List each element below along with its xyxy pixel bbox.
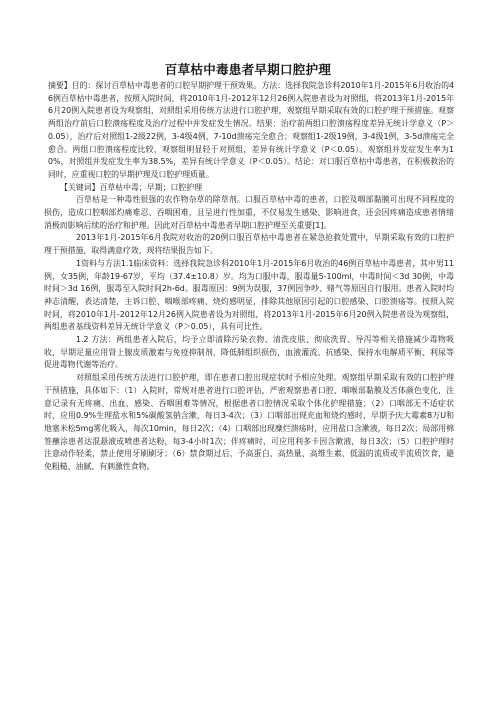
methods-paragraph: 1.2 方法：两组患者入院后，均予立即清除污染衣物、清洗皮肤、彻底洗胃、导泻等相关措施减少毒物吸收，早期足量应用肾上腺皮质激素与免疫抑制剂，降低肺组织损伤，血液灌流、抗感染、保持水电解质平衡、利尿等促进毒物代谢等治疗。	[44, 335, 454, 370]
abstract-paragraph: 摘要】目的：探讨百草枯中毒患者的口腔早期护理干预效果。方法：选择我院急诊科2010年1月-2015年6月收治的46例百草枯中毒患者，按照入院时间，将2010年1月-2012年12月26例入院患者设为对照组，将2013年1月-2015年6月20例入院患者设为观察组，对照组采用传统方法进行口腔护理，观察组早期采取有效的口腔护理干预措施。观察两组治疗前后口腔溃疡程度及治疗过程中并发症发生情况。结果：治疗前两组口腔溃疡程度差异无统计学意义（P＞0.05），治疗后对照组1-2级22例，3-4级4例，7-10d溃疡完全愈合；观察组1-2级19例，3-4级1例，3-5d溃疡完全愈合。两组口腔溃疡程度比较，观察组明显轻于对照组，差异有统计学意义（P＜0.05）。观察组并发症发生率为10%，对照组并发症发生率为38.5%，差异有统计学意义（P＜0.05）。结论：对口服百草枯中毒患者，在积极救治的同时，应重视口腔的早期护理及口腔护理质量。	[48, 81, 454, 179]
summary-paragraph: 2013年1月-2015年6月我院对收治的20例口服百草枯中毒患者在紧急抢救处置中，早期采取有效的口腔护理干预措施，取得满意疗效，现将结果报告如下。	[44, 233, 454, 256]
materials-paragraph: 1资料与方法1.1临床资料：选择我院急诊科2010年1月-2015年6月收治的46例百草枯中毒患者，其中男11例，女35例，年龄19-67岁，平均（37.4±10.8）岁。均为口服中毒，服毒量5-100ml，中毒时间＜3d 30例，中毒时间＞3d 16例，服毒至入院时间2h-6d。服毒原因：9例为误服，37例因争吵、赌气等原因自行服用。患者入院时均神志清醒，表达清楚，主诉口腔、咽喉部疼痛、烧灼感明显，排除其他原因引起的口腔感染、口腔溃疡等。按照入院时间，将2010年1月-2012年12月26例入院患者设为对照组，将2013年1月-2015年6月20例入院患者设为观察组，两组患者基线资料差异无统计学意义（P＞0.05），具有可比性。	[44, 258, 454, 332]
nursing-paragraph: 对照组采用传统方法进行口腔护理，即在患者口腔出现症状时予相应处理。观察组早期采取有效的口腔护理干预措施，具体如下：（1）入院时，常规对患者进行口腔评估，严密观察患者口腔、咽喉部黏膜及舌体颜色变化，注意记录有无疼痛、出血、感染、吞咽困难等情况，根据患者口腔情况采取个体化护理措施；（2）口咽部无不适症状时，应用0.9%生理盐水和5%碳酸氢钠含漱，每日3-4次；（3）口咽部出现充血和烧灼感时，早期予庆大霉素8万U和地塞米松5mg雾化吸入，每次10min，每日2次；（4）口咽部出现糜烂溃疡时，应用盐口含漱液，每日2次；局部用棉签蘸涂患者达混悬液或喷患者达粉，每3-4小时1次；伴疼痛时，可应用利多卡因含漱液，每日3次；（5）口腔护理时注意动作轻柔，禁止使用牙刷刷牙；（6）禁食期过后，予高蛋白、高热量、高维生素、低温的流质或半流质饮食，避免粗糙、油腻、有刺激性食物。	[44, 373, 454, 472]
intro-paragraph: 百草枯是一种毒性很强的农作物杂草的除草剂。口服百草枯中毒的患者，口腔及咽部黏膜可出现不同程度的损伤，造成口腔咽部灼痛难忍、吞咽困难，且呈进行性加重，不仅易发生感染、影响进食，还会因疼痛造成患者情绪消极而影响后续的治疗和护理。因此对百草枯中毒患者早期口腔护理至关重要[1]。	[44, 195, 454, 230]
keywords-line: 【关键词】百草枯中毒；早期；口腔护理	[60, 182, 203, 192]
document-body	[44, 80, 454, 474]
document-title: 百草枯中毒患者早期口腔护理	[164, 63, 332, 77]
